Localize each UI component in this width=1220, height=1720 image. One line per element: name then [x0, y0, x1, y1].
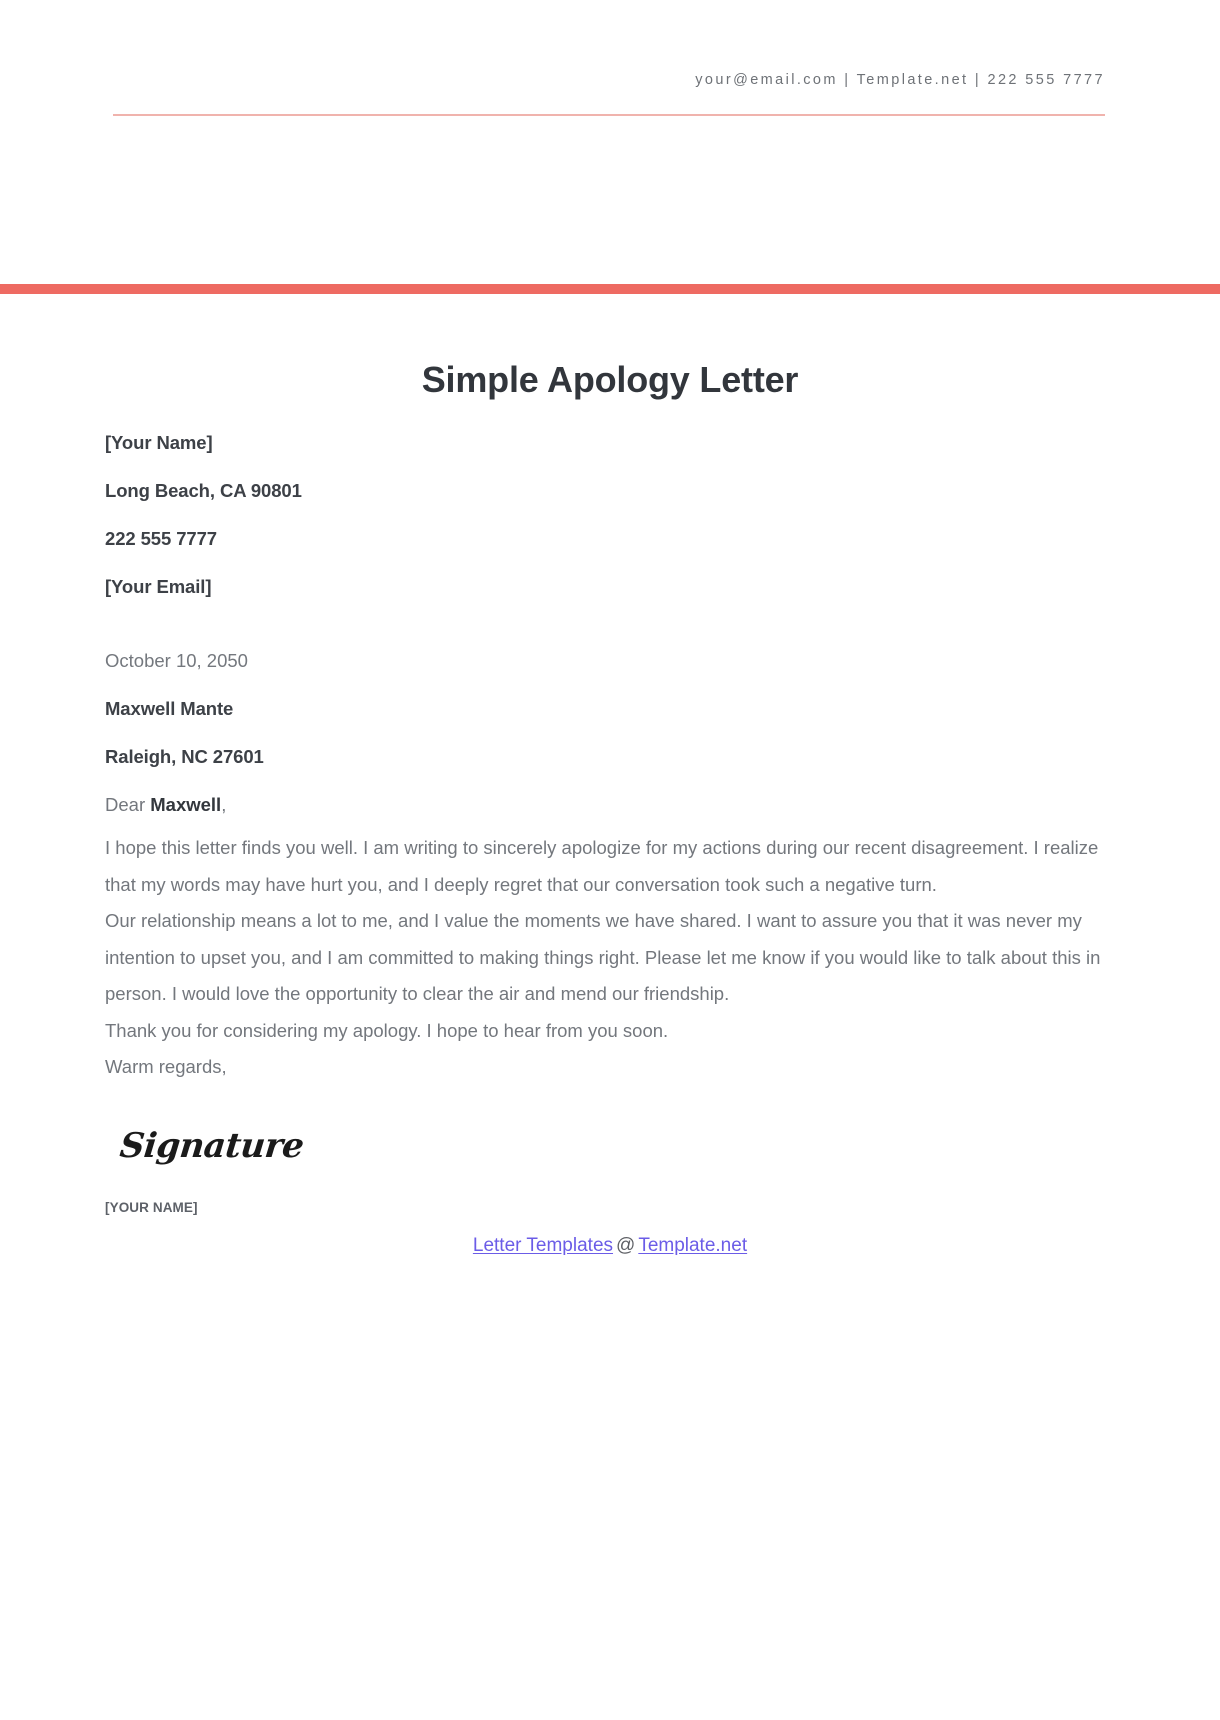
body-paragraph: Our relationship means a lot to me, and I value the moments we have shared. I want to assure you that it was never my intention to upset you, and I am committed to making things right. Please let me know if you would like to talk about this in person. I would love the opportunity to clear the air and mend our friendship. [105, 910, 1101, 1004]
sender-address-block [105, 432, 1115, 598]
letterhead [0, 0, 1220, 250]
footer-at-separator: @ [616, 1234, 636, 1256]
signature-script: Signature [117, 1125, 306, 1166]
recipient-name: Maxwell Mante [105, 698, 234, 719]
salutation-recipient-name: Maxwell [150, 794, 222, 815]
page-title: Simple Apology Letter [421, 359, 799, 400]
letterhead-divider-rule [113, 114, 1105, 116]
signature-name-placeholder: [YOUR NAME] [105, 1199, 198, 1215]
body-paragraph: I hope this letter finds you well. I am writing to sincerely apologize for my actions during our recent disagreement. I realize that my words may have hurt you, and I deeply regret that our conversation took such a negative turn. [105, 837, 1099, 895]
recipient-address-block [105, 650, 1115, 768]
letterhead-contact-line: your@email.com | Template.net | 222 555 7777 [695, 72, 1105, 88]
letter-date: October 10, 2050 [105, 650, 248, 671]
red-accent-band [0, 284, 1220, 294]
letter-body [0, 294, 1220, 1258]
salutation [105, 794, 1115, 816]
salutation-prefix: Dear [105, 794, 151, 815]
template-net-link[interactable]: Template.net [638, 1234, 748, 1256]
letter-templates-link[interactable]: Letter Templates [472, 1234, 614, 1256]
sender-name: [Your Name] [105, 432, 213, 453]
recipient-city-state-zip: Raleigh, NC 27601 [105, 746, 264, 767]
salutation-suffix: , [221, 794, 227, 815]
closing-thanks-line: Thank you for considering my apology. I hope to hear from you soon. [105, 1019, 669, 1041]
closing-signoff-line: Warm regards, [105, 1056, 227, 1077]
sender-city-state-zip: Long Beach, CA 90801 [105, 480, 302, 501]
letter-content [0, 432, 1220, 1258]
sender-email: [Your Email] [105, 576, 212, 597]
sender-phone: 222 555 7777 [105, 528, 217, 549]
footer-attribution [105, 1234, 1115, 1258]
